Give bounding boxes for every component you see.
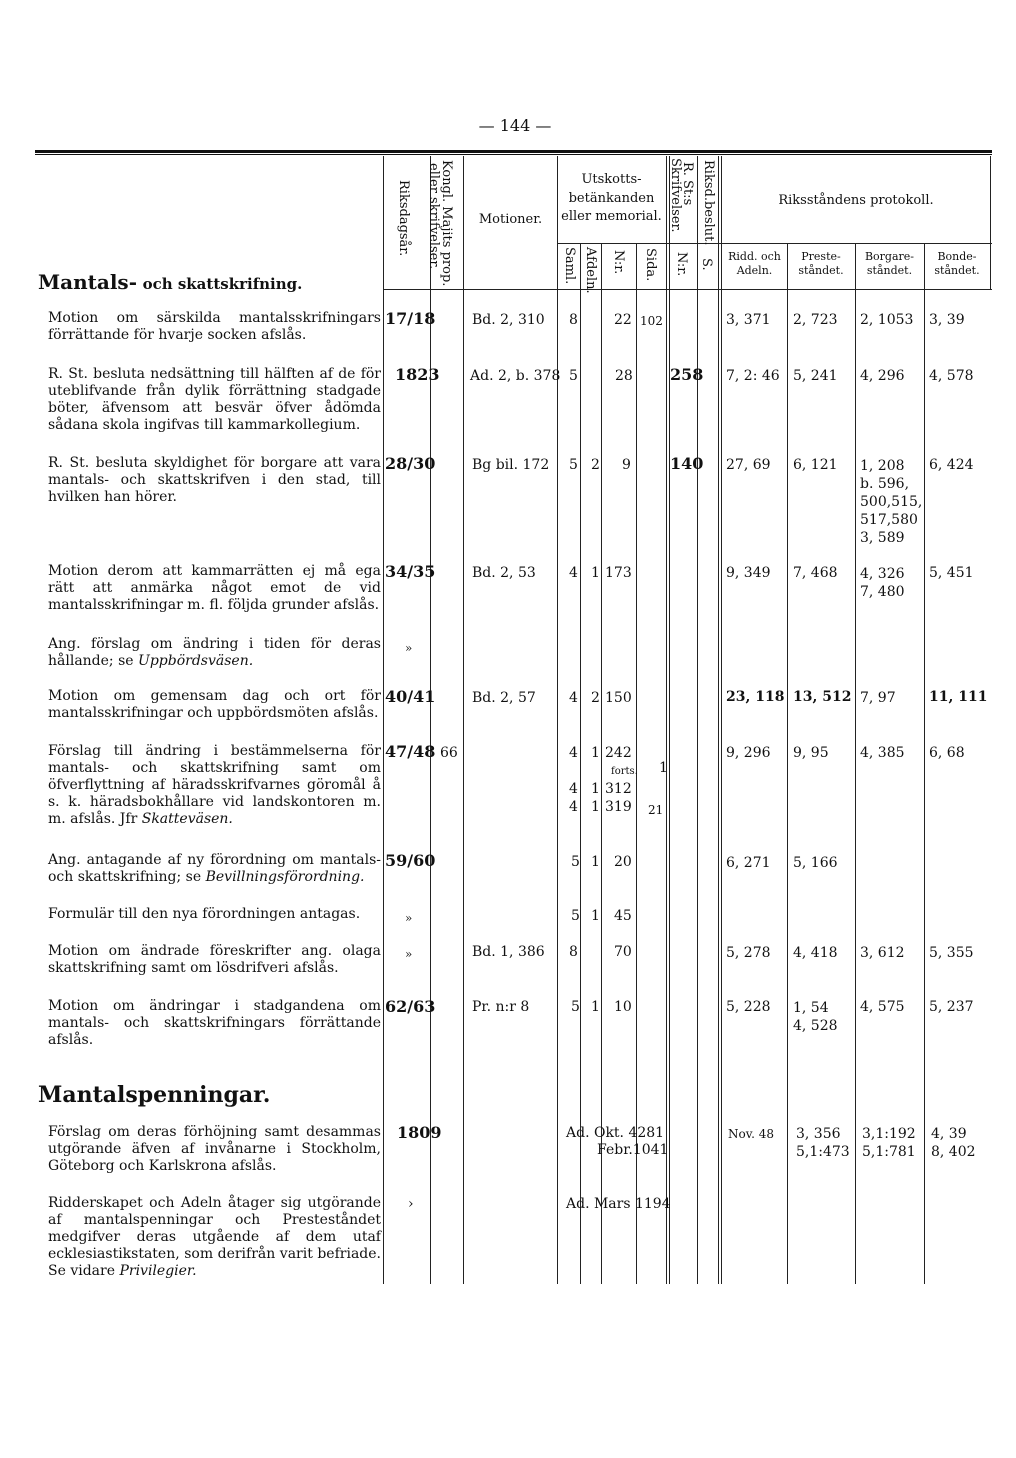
row-year: 28/30 [385, 454, 436, 473]
row-motion: Bd. 2, 57 [472, 690, 536, 706]
header-ridd: Ridd. och Adeln. [728, 250, 781, 277]
row-sida: 1 [659, 760, 668, 776]
row-borg: 2, 1053 [860, 312, 914, 328]
row-borg: 4, 326 7, 480 [860, 566, 905, 600]
row-prest: 1, 54 4, 528 [793, 1000, 838, 1034]
row-afd: 2 [591, 690, 600, 706]
row-prest: 5, 241 [793, 368, 838, 384]
row-motion: Bd. 1, 386 [472, 944, 545, 960]
row-nr: 9 [622, 457, 631, 473]
row-description: Motion om ändringar i stadgandena om mantals- och skattskrifningars förrättande afslås. [48, 998, 381, 1048]
row-prest: 4, 418 [793, 945, 838, 961]
header-riksd: Riksd.beslut. [701, 160, 716, 246]
row-bonde: 6, 424 [929, 457, 974, 473]
row-ridd: 3, 371 [726, 312, 771, 328]
row-borg: 7, 97 [860, 690, 896, 706]
header-rsts-2: Skrifvelser. [668, 158, 683, 233]
row-description: Ang. antagande af ny förordning om mantals- och skattskrifning; se Bevillningsförordning. [48, 852, 381, 885]
row-year: 59/60 [385, 851, 436, 870]
row-motion: Bd. 2, 310 [472, 312, 545, 328]
row-year: 47/48 [385, 742, 436, 761]
row-saml: 4 [569, 745, 578, 761]
header-afdeln: Afdeln. [583, 247, 598, 294]
row-year: › [408, 1196, 414, 1212]
row-description: Formulär till den nya förordningen antagas. [48, 906, 361, 922]
header-utskotts-1: Utskotts- [581, 172, 642, 187]
header-protokoll: Riksståndens protokoll. [778, 193, 934, 208]
row-borg: 4, 296 [860, 368, 905, 384]
row-borg: 3,1:192 5,1:781 [862, 1126, 916, 1160]
header-motioner: Motioner. [478, 212, 543, 227]
row-saml: 8 [569, 944, 578, 960]
col-divider [787, 244, 788, 1284]
header-rsts-nr: N:r. [674, 252, 689, 277]
row-ridd: 5, 278 [726, 945, 771, 961]
header-sida: Sida. [643, 248, 658, 282]
row-prest: 7, 468 [793, 565, 838, 581]
row-description: Ang. förslag om ändring i tiden för deras hållande; se Uppbördsväsen. [48, 636, 381, 669]
row-nr: 22 [614, 312, 632, 328]
row-borg: 4, 575 [860, 999, 905, 1015]
row-bonde: 5, 451 [929, 565, 974, 581]
row-afd: 1 [591, 745, 600, 761]
row-description: Ridderskapet och Adeln åtager sig utgörande af mantalspenningar och Presteståndet medgifver deras utgående af dem utaf ecklesiastikstaten, som derifrån varit befriade. Se vidare Privilegier. [48, 1195, 381, 1279]
row-utskott-text: Febr.1041 [597, 1142, 669, 1158]
row-afd: 1 [591, 565, 600, 581]
row-prest: 3, 356 5,1:473 [796, 1126, 850, 1160]
row-saml: 8 [569, 312, 578, 328]
row-nr: 319 [605, 799, 632, 815]
row-description: Förslag om deras förhöjning samt desammas utgörande äfven af invånarne i Stockholm, Göteborg och Karlskrona afslås. [48, 1124, 381, 1174]
row-saml: 5 [571, 854, 580, 870]
row-year: 34/35 [385, 562, 436, 581]
row-motion: Pr. n:r 8 [472, 999, 530, 1015]
row-saml: 5 [571, 999, 580, 1015]
row-borg: 1, 208 b. 596, 500,515, 517,580 3, 589 [860, 458, 923, 546]
row-description: Motion om ändrade föreskrifter ang. olaga skattskrifning samt om lösdrifveri afslås. [48, 943, 381, 976]
row-sida: 102 [640, 314, 663, 328]
top-rule [35, 150, 992, 153]
row-bonde: 5, 237 [929, 999, 974, 1015]
row-nr: 150 [605, 690, 632, 706]
row-ridd: 7, 2: 46 [726, 368, 780, 384]
row-ridd: 9, 296 [726, 745, 771, 761]
row-year: » [405, 911, 413, 925]
row-afd: 1 [591, 781, 600, 797]
row-ridd: 27, 69 [726, 457, 771, 473]
row-saml: 4 [569, 690, 578, 706]
row-utskott-text: Ad. Mars 1194 [566, 1196, 671, 1212]
row-afd: 1 [591, 854, 600, 870]
row-nr: 20 [614, 854, 632, 870]
row-utskott-text: Ad. Okt. 4281 [566, 1125, 665, 1141]
row-description: Motion om gemensam dag och ort för mantalsskrifningar och uppbördsmöten afslås. [48, 688, 381, 721]
row-ridd: 5, 228 [726, 999, 771, 1015]
row-bonde: 4, 578 [929, 368, 974, 384]
row-year: 17/18 [385, 309, 436, 328]
row-saml: 4 [569, 565, 578, 581]
row-bonde: 11, 111 [929, 689, 988, 705]
row-year: » [405, 947, 413, 961]
col-divider [855, 244, 856, 1284]
row-saml: 4 [569, 781, 578, 797]
header-riksd-s: S. [699, 258, 714, 271]
row-borg: 4, 385 [860, 745, 905, 761]
header-rsts-1: R. St:s [680, 162, 695, 206]
row-rst: 140 [670, 454, 704, 473]
col-divider [697, 156, 698, 1284]
row-description: Motion om särskilda mantalsskrifningars förrättande för hvarje socken afslås. [48, 310, 381, 343]
row-description: Förslag till ändring i bestämmelserna för mantals- och skattskrifning samt om öfverflyttning af häradsskrifvarnes göromål å s. k. häradsbokhållare vid landskontoren m. m. afslås. Jfr Skatteväsen. [48, 743, 381, 827]
row-year: 62/63 [385, 997, 436, 1016]
row-year: » [405, 641, 413, 655]
row-saml: 5 [569, 368, 578, 384]
section-heading-mantals: Mantals- och skattskrifning. [38, 270, 303, 294]
col-divider [990, 156, 991, 290]
header-bottom-rule [383, 289, 992, 290]
row-year: 40/41 [385, 687, 436, 706]
row-description: R. St. besluta skyldighet för borgare att vara mantals- och skattskrifven i den stad, till hvilken han hörer. [48, 455, 381, 505]
row-motion: Bg bil. 172 [472, 457, 550, 473]
row-nr: 312 [605, 781, 632, 797]
row-prest: 6, 121 [793, 457, 838, 473]
page-number: — 144 — [478, 116, 552, 135]
row-year: 1809 [397, 1123, 442, 1142]
row-nr: 242 [605, 745, 632, 761]
row-nr: 45 [614, 908, 632, 924]
row-saml: 4 [569, 799, 578, 815]
row-year: 1823 [395, 365, 440, 384]
row-nr: 173 [605, 565, 632, 581]
header-utskotts-3: eller memorial. [561, 209, 662, 224]
row-bonde: 4, 39 8, 402 [931, 1126, 976, 1160]
col-divider [557, 156, 558, 1284]
row-prest: 9, 95 [793, 745, 829, 761]
header-saml: Saml. [562, 247, 577, 285]
top-rule-thin [35, 154, 992, 155]
col-divider [463, 156, 464, 1284]
col-divider [383, 156, 384, 1284]
row-afd: 2 [591, 457, 600, 473]
row-bonde: 3, 39 [929, 312, 965, 328]
row-ridd: Nov. 48 [728, 1127, 774, 1141]
row-ridd: 9, 349 [726, 565, 771, 581]
col-divider-double [718, 156, 722, 1284]
header-kongl-1: Kongl. Majits prop. [439, 160, 454, 287]
row-nr: 28 [615, 368, 633, 384]
header-prest: Preste- ståndet. [798, 250, 844, 277]
row-rst: 258 [670, 365, 704, 384]
row-nr: 70 [614, 944, 632, 960]
row-kongl: 66 [440, 745, 458, 761]
header-kongl-2: eller skrifvelser. [426, 163, 441, 270]
row-ridd: 6, 271 [726, 855, 771, 871]
header-subrule [722, 243, 992, 244]
row-description: R. St. besluta nedsättning till hälften af de för uteblifvande från dylik förrättning stadgade böter, äfvensom att besvär öfver ådömda sådana skola ingifvas till kammarkollegium. [48, 366, 381, 433]
header-borg: Borgare- ståndet. [864, 250, 915, 277]
row-description: Motion derom att kammarrätten ej må ega rätt att anmärka något emot de vid mantalsskrifningar m. fl. följda grunder afslås. [48, 563, 381, 613]
row-prest: 2, 723 [793, 312, 838, 328]
row-afd: 1 [591, 799, 600, 815]
header-utskotts-2: betänkanden [568, 191, 655, 206]
row-afd: 1 [591, 999, 600, 1015]
row-nr-forts: forts. [611, 766, 638, 777]
row-nr: 10 [614, 999, 632, 1015]
col-divider-double [666, 156, 670, 1284]
row-prest: 13, 512 [793, 689, 852, 705]
row-motion: Bd. 2, 53 [472, 565, 536, 581]
row-ridd: 23, 118 [726, 689, 785, 705]
row-afd: 1 [591, 908, 600, 924]
header-nr: N:r. [611, 250, 626, 275]
row-borg: 3, 612 [860, 945, 905, 961]
header-riksdagsar: Riksdagsår. [396, 180, 411, 257]
row-prest: 5, 166 [793, 855, 838, 871]
row-motion: Ad. 2, b. 378 [470, 368, 561, 384]
section-heading-mantalspenningar: Mantalspenningar. [38, 1082, 271, 1108]
row-bonde: 5, 355 [929, 945, 974, 961]
row-bonde: 6, 68 [929, 745, 965, 761]
row-saml: 5 [571, 908, 580, 924]
row-sida: 21 [648, 803, 664, 817]
col-divider [924, 244, 925, 1284]
row-saml: 5 [569, 457, 578, 473]
header-bonde: Bonde- ståndet. [934, 250, 980, 277]
